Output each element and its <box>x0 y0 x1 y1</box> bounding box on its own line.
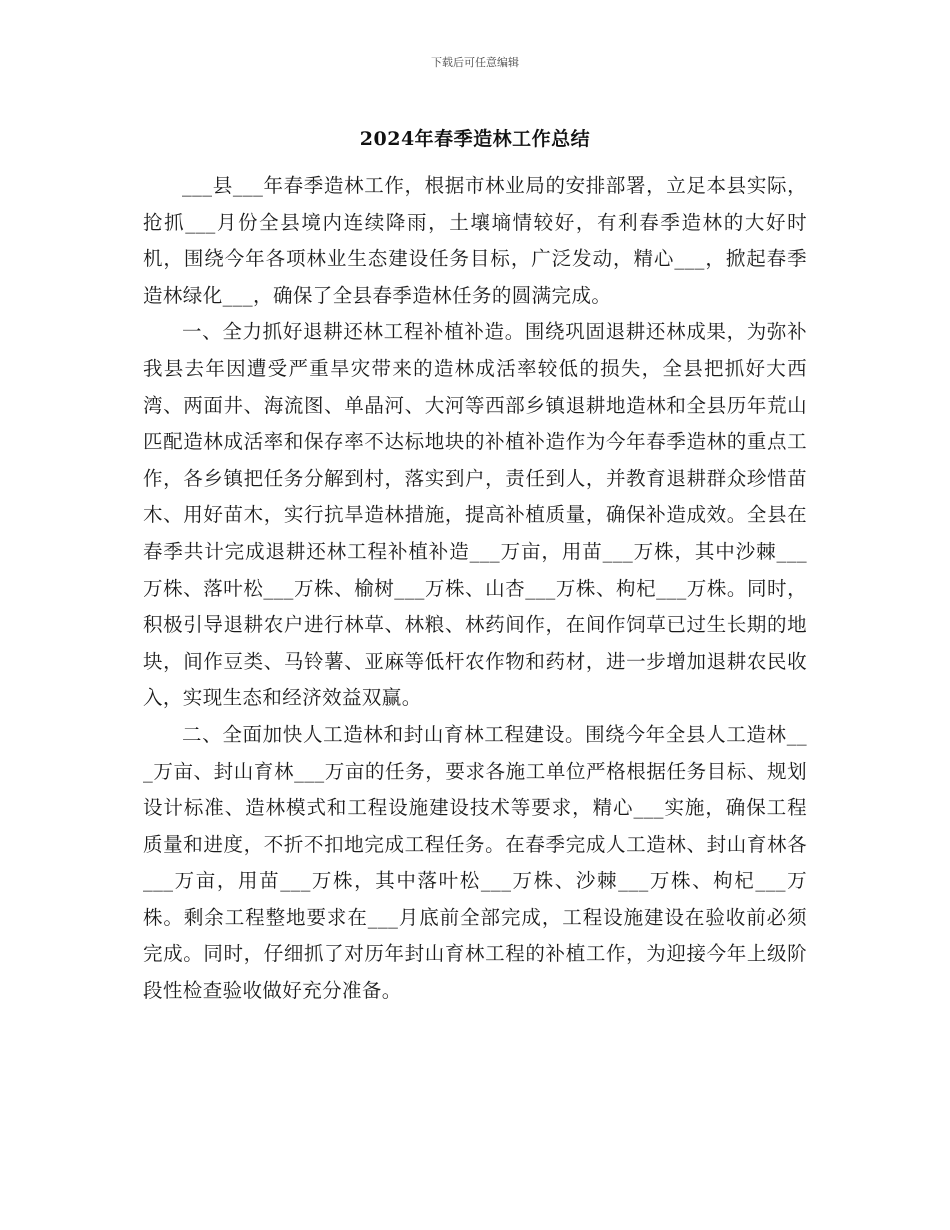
paragraph-intro: ___县___年春季造林工作，根据市林业局的安排部署，立足本县实际，抢抓___月份全县境内连续降雨，土壤墒情较好，有利春季造林的大好时机，围绕今年各项林业生态建设任务目标，广泛发动，精心___，掀起春季造林绿化___，确保了全县春季造林任务的圆满完成。 <box>143 174 807 307</box>
paragraph-section-1: 一、全力抓好退耕还林工程补植补造。围绕巩固退耕还林成果，为弥补我县去年因遭受严重旱灾带来的造林成活率较低的损失，全县把抓好大西湾、两面井、海流图、单晶河、大河等西部乡镇退耕地造林和全县历年荒山匹配造林成活率和保存率不达标地块的补植补造作为今年春季造林的重点工作，各乡镇把任务分解到村，落实到户，责任到人，并教育退耕群众珍惜苗木、用好苗木，实行抗旱造林措施，提高补植质量，确保补造成效。全县在春季共计完成退耕还林工程补植补造___万亩，用苗___万株，其中沙棘___万株、落叶松___万株、榆树___万株、山杏___万株、枸杞___万株。同时，积极引导退耕农户进行林草、林粮、林药间作，在间作饲草已过生长期的地块，间作豆类、马铃薯、亚麻等低杆农作物和药材，进一步增加退耕农民收入，实现生态和经济效益双赢。 <box>143 320 807 710</box>
header-note: 下载后可任意编辑 <box>431 56 519 69</box>
document-title: 2024年春季造林工作总结 <box>359 128 591 150</box>
document-body <box>143 168 807 1010</box>
paragraph-section-2: 二、全面加快人工造林和封山育林工程建设。围绕今年全县人工造林___万亩、封山育林___万亩的任务，要求各施工单位严格根据任务目标、规划设计标准、造林模式和工程设施建设技术等要求，精心___实施，确保工程质量和进度，不折不扣地完成工程任务。在春季完成人工造林、封山育林各___万亩，用苗___万株，其中落叶松___万株、沙棘___万株、枸杞___万株。剩余工程整地要求在___月底前全部完成，工程设施建设在验收前必须完成。同时，仔细抓了对历年封山育林工程的补植工作，为迎接今年上级阶段性检查验收做好充分准备。 <box>143 722 807 1003</box>
